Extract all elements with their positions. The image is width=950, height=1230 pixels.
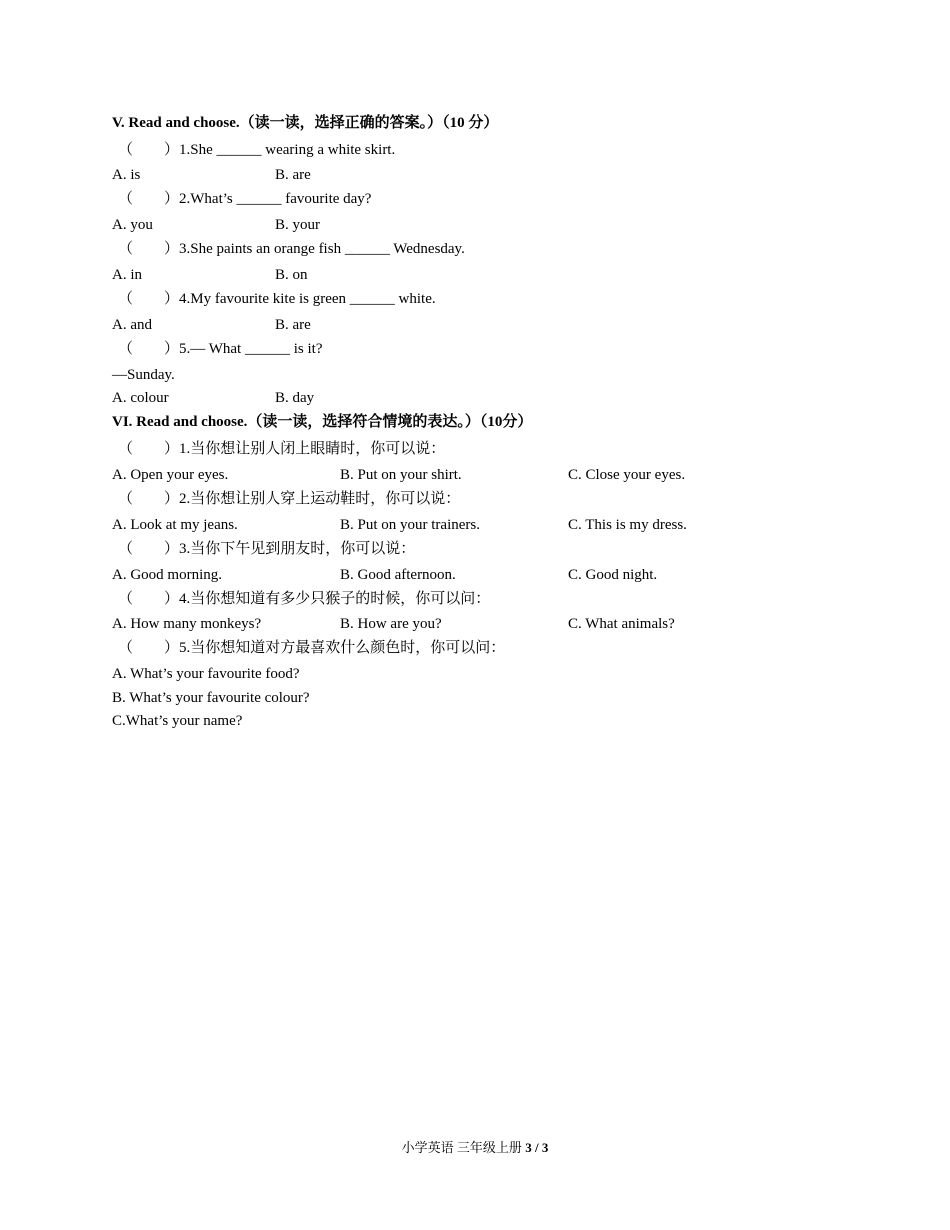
s5-q5-option-b: B. day [275, 390, 315, 406]
s6-q4-option-a: A. How many monkeys? [112, 616, 262, 632]
bracket-close: ） [164, 341, 180, 357]
s5-q2-option-b: B. your [275, 217, 320, 233]
bracket-close: ） [164, 241, 180, 257]
s6-q5 [112, 639, 505, 657]
page-number: 3 [525, 1140, 532, 1155]
question-stem: 2.What’s ______ favourite day? [179, 191, 372, 207]
s6-q5-option-a: A. What’s your favourite food? [112, 666, 300, 682]
s5-q1-option-b: B. are [275, 167, 311, 183]
s6-q1 [112, 440, 445, 458]
question-stem: 4.当你想知道有多少只猴子的时候，你可以问： [179, 591, 491, 607]
s6-q1-option-a: A. Open your eyes. [112, 467, 229, 483]
s6-q3-option-c: C. Good night. [568, 567, 658, 583]
bracket-close: ） [164, 441, 180, 457]
s6-q5-option-c: C.What’s your name? [112, 713, 243, 729]
s5-q4-option-a: A. and [112, 317, 152, 333]
s6-q3-option-a: A. Good morning. [112, 567, 222, 583]
answer-bracket[interactable]: （ [118, 341, 134, 357]
s5-q1-option-a: A. is [112, 167, 141, 183]
bracket-close: ） [164, 191, 180, 207]
question-stem: 2.当你想让别人穿上运动鞋时，你可以说： [179, 491, 461, 507]
s5-q3 [112, 240, 465, 258]
answer-bracket[interactable]: （ [118, 191, 134, 207]
s6-q4-option-c: C. What animals? [568, 616, 675, 632]
question-stem: 5.— What ______ is it? [179, 341, 323, 357]
question-stem: 3.She paints an orange fish ______ Wednesday. [179, 241, 465, 257]
question-stem: 4.My favourite kite is green ______ white. [179, 291, 436, 307]
s5-q5 [112, 340, 322, 358]
answer-bracket[interactable]: （ [118, 142, 134, 158]
bracket-close: ） [164, 142, 180, 158]
answer-bracket[interactable]: （ [118, 591, 134, 607]
page-footer [0, 1137, 950, 1156]
s6-q3-option-b: B. Good afternoon. [340, 567, 456, 583]
s5-q2-option-a: A. you [112, 217, 153, 233]
answer-bracket[interactable]: （ [118, 441, 134, 457]
s5-q3-option-b: B. on [275, 267, 308, 283]
section6-title: VI. Read and choose.（读一读，选择符合情境的表达。）（10分） [112, 414, 533, 430]
s6-q4-option-b: B. How are you? [340, 616, 442, 632]
page-separator: / [531, 1140, 542, 1155]
page-total: 3 [541, 1140, 549, 1155]
s5-q2 [112, 190, 371, 208]
s5-q4-option-b: B. are [275, 317, 311, 333]
section5-title: V. Read and choose.（读一读，选择正确的答案。）（10 分） [112, 115, 499, 131]
answer-bracket[interactable]: （ [118, 640, 134, 656]
s5-q5-option-a: A. colour [112, 390, 169, 406]
s6-q2-option-c: C. This is my dress. [568, 517, 687, 533]
s6-q5-option-b: B. What’s your favourite colour? [112, 690, 310, 706]
bracket-close: ） [164, 541, 180, 557]
bracket-close: ） [164, 591, 180, 607]
s6-q2-option-a: A. Look at my jeans. [112, 517, 238, 533]
question-stem: 1.She ______ wearing a white skirt. [179, 142, 396, 158]
question-stem: 1.当你想让别人闭上眼睛时，你可以说： [179, 441, 446, 457]
s6-q1-option-b: B. Put on your shirt. [340, 467, 462, 483]
bracket-close: ） [164, 491, 180, 507]
s6-q2-option-b: B. Put on your trainers. [340, 517, 480, 533]
answer-bracket[interactable]: （ [118, 241, 134, 257]
bracket-close: ） [164, 640, 180, 656]
answer-bracket[interactable]: （ [118, 541, 134, 557]
answer-bracket[interactable]: （ [118, 491, 134, 507]
s6-q4 [112, 590, 490, 608]
s5-q3-option-a: A. in [112, 267, 142, 283]
footer-label: 小学英语 三年级上册 [401, 1140, 526, 1155]
s6-q2 [112, 490, 460, 508]
s6-q3 [112, 540, 415, 558]
bracket-close: ） [164, 291, 180, 307]
question-stem: 5.当你想知道对方最喜欢什么颜色时，你可以问： [179, 640, 506, 656]
answer-bracket[interactable]: （ [118, 291, 134, 307]
s5-q1 [112, 141, 395, 159]
question-stem: 3.当你下午见到朋友时，你可以说： [179, 541, 416, 557]
s5-q5-dialogue-reply: —Sunday. [112, 367, 175, 383]
s6-q1-option-c: C. Close your eyes. [568, 467, 686, 483]
s5-q4 [112, 290, 436, 308]
